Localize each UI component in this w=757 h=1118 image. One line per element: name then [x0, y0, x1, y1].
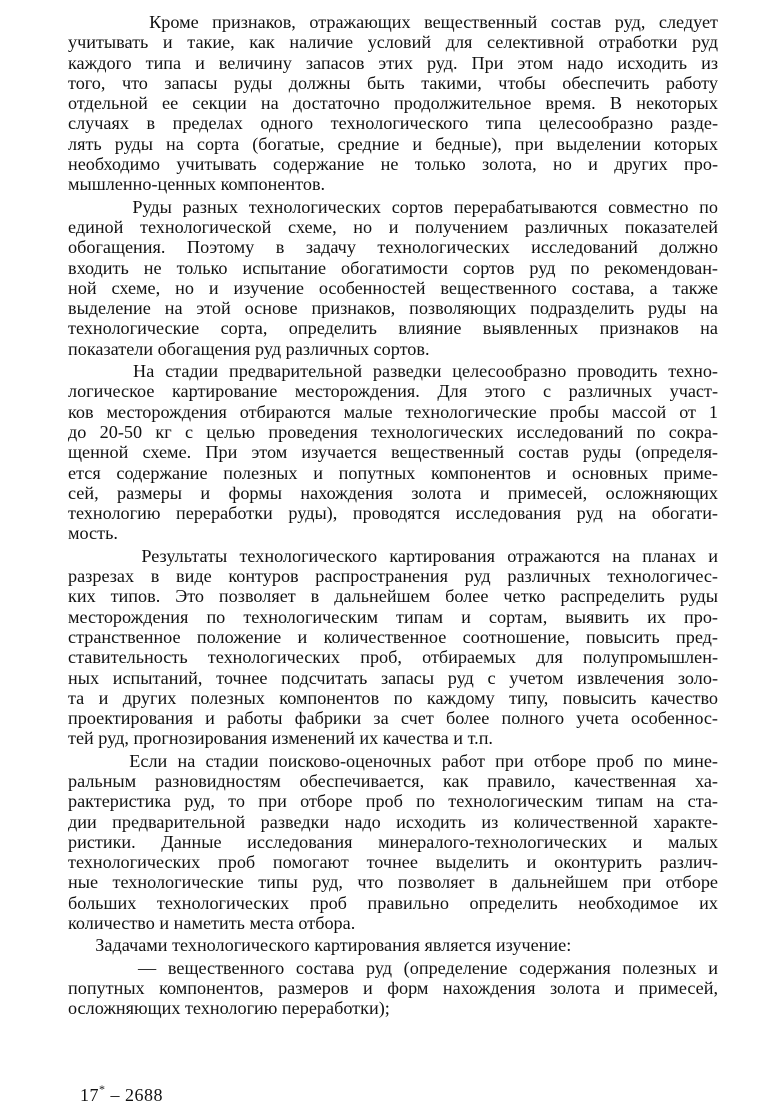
text-line: мость. — [68, 523, 118, 544]
text-line: сей, размеры и формы нахождения золота и примесей, осложняющих — [68, 482, 718, 503]
text-line: тей руд, прогнозирования изменений их качества и т.п. — [68, 728, 493, 749]
text-line: ется содержание полезных и попутных компонентов и основных приме- — [68, 462, 718, 483]
page-footer — [80, 1082, 163, 1106]
text-line: Руды разных технологических сортов перерабатываются совместно по — [68, 196, 718, 217]
text-line: щенной схеме. При этом изучается вещественный состав руды (определя- — [68, 442, 718, 463]
text-line: случаях в пределах одного технологического типа целесообразно разде- — [68, 113, 718, 134]
paragraph-2 — [68, 197, 718, 359]
text-line: ков месторождения отбираются малые технологические пробы массой от 1 — [68, 401, 718, 422]
page-body — [68, 12, 718, 1019]
text-line: каждого типа и величину запасов этих руд. При этом надо исходить из — [68, 52, 718, 73]
text-line: месторождения по технологическим типам и сортам, выявить их про- — [68, 606, 718, 627]
paragraph-4 — [68, 546, 718, 749]
text-line: единой технологической схеме, но и получением различных показателей — [68, 216, 718, 237]
text-line: ные технологические типы руд, что позволяет в дальнейшем при отборе — [68, 872, 718, 893]
paragraph-5 — [68, 751, 718, 934]
text-line: показатели обогащения руд различных сортов. — [68, 338, 430, 359]
text-line: осложняющих технологию переработки); — [68, 998, 390, 1019]
text-line: Результаты технологического картирования отражаются на планах и — [68, 545, 718, 566]
text-line: входить не только испытание обогатимости сортов руд по рекомендован- — [68, 257, 718, 278]
text-line: больших технологических проб правильно определить необходимое их — [68, 892, 718, 913]
text-line: технологию переработки руды), проводятся исследования руд на обогати- — [68, 503, 718, 524]
text-line: до 20-50 кг с целью проведения технологических исследований по сокра- — [68, 421, 718, 442]
text-line: Если на стадии поисково-оценочных работ при отборе проб по мине- — [68, 750, 718, 771]
paragraph-7 — [68, 958, 718, 1019]
text-line: обогащения. Поэтому в задачу технологических исследований должно — [68, 237, 718, 258]
text-line: отдельной ее секции на достаточно продолжительное время. В некоторых — [68, 93, 718, 114]
text-line: дии предварительной разведки надо исходить из количественной характе- — [68, 811, 718, 832]
text-line: ких типов. Это позволяет в дальнейшем более четко распределить руды — [68, 586, 718, 607]
signature-number: 17 — [80, 1085, 99, 1105]
paragraph-3 — [68, 361, 718, 544]
text-line: логическое картирование месторождения. Для этого с различных участ- — [68, 381, 718, 402]
text-line: ных испытаний, точнее подсчитать запасы руд с учетом извлечения золо- — [68, 667, 718, 688]
text-line: рактеристика руд, то при отборе проб по технологическим типам на ста- — [68, 791, 718, 812]
text-line: разрезах в виде контуров распространения руд различных технологичес- — [68, 566, 718, 587]
text-line: выделение на этой основе признаков, позволяющих подразделить руды на — [68, 298, 718, 319]
text-line: мышленно-ценных компонентов. — [68, 174, 326, 195]
text-line: ной схеме, но и изучение особенностей вещественного состава, а также — [68, 277, 718, 298]
text-line: лять руды на сорта (богатые, средние и бедные), при выделении которых — [68, 133, 718, 154]
order-number: 2688 — [125, 1085, 163, 1105]
text-line: проектирования и работы фабрики за счет более полного учета особеннос- — [68, 708, 718, 729]
paragraph-6 — [68, 935, 718, 955]
text-line: та и других полезных компонентов по каждому типу, повысить качество — [68, 687, 718, 708]
text-line: технологические сорта, определить влияние выявленных признаков на — [68, 318, 718, 339]
text-line: — вещественного состава руд (определение содержания полезных и — [68, 957, 718, 978]
text-line: ральным разновидностям обеспечивается, как правило, качественная ха- — [68, 770, 718, 791]
paragraph-1 — [68, 12, 718, 195]
text-line: ставительность технологических проб, отбираемых для полупромышлен- — [68, 647, 718, 668]
text-line: того, что запасы руды должны быть такими, чтобы обеспечить работу — [68, 72, 718, 93]
text-line: необходимо учитывать содержание не только золота, но и других про- — [68, 154, 718, 175]
text-line: Задачами технологического картирования является изучение: — [68, 935, 572, 956]
text-line: учитывать и такие, как наличие условий для селективной отработки руд — [68, 32, 718, 53]
text-line: технологических проб помогают точнее выделить и оконтурить различ- — [68, 852, 718, 873]
text-line: ристики. Данные исследования минералого-технологических и малых — [68, 831, 718, 852]
signature-mark: * — [99, 1082, 106, 1096]
footer-separator: – — [110, 1085, 120, 1105]
text-line: попутных компонентов, размеров и форм нахождения золота и примесей, — [68, 977, 718, 998]
text-line: Кроме признаков, отражающих вещественный состав руд, следует — [68, 12, 718, 32]
text-line: странственное положение и количественное соотношение, повысить пред- — [68, 626, 718, 647]
text-line: количество и наметить места отбора. — [68, 913, 356, 934]
text-line: На стадии предварительной разведки целесообразно проводить техно- — [68, 361, 718, 382]
